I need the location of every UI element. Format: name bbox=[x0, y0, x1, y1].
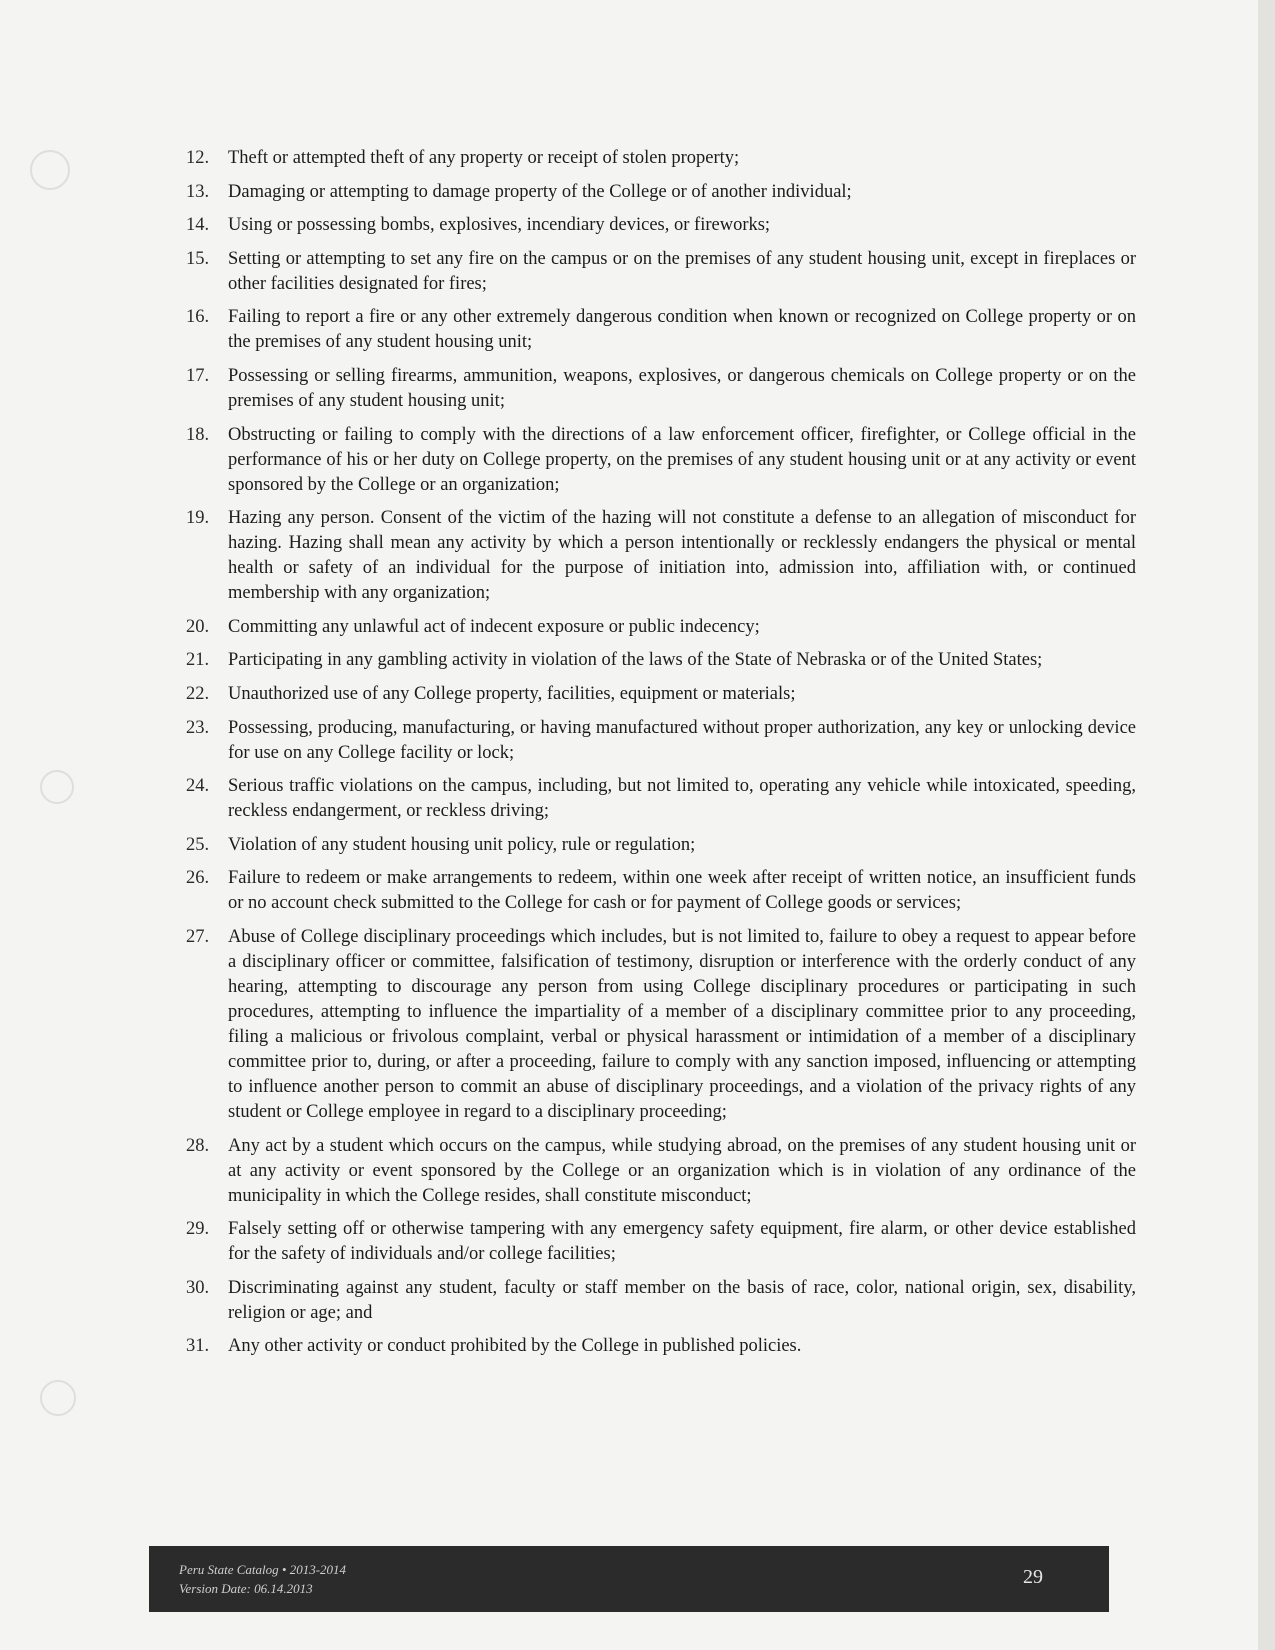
list-item bbox=[186, 247, 1136, 297]
list-item-number: 19. bbox=[186, 508, 210, 529]
misconduct-list bbox=[186, 146, 1136, 1359]
list-item-text: Possessing, producing, manufacturing, or having manufactured without proper authorization, any key or unlocking device for use on any College facility or lock; bbox=[228, 717, 1136, 763]
list-item bbox=[186, 925, 1136, 1125]
list-item-number: 22. bbox=[186, 683, 210, 704]
list-item-number: 27. bbox=[186, 926, 210, 947]
list-item-number: 30. bbox=[186, 1277, 210, 1298]
list-item-number: 23. bbox=[186, 717, 210, 738]
list-item-number: 21. bbox=[186, 650, 210, 671]
list-item-text: Any other activity or conduct prohibited by the College in published policies. bbox=[228, 1336, 802, 1357]
page-edge bbox=[1258, 0, 1275, 1650]
list-item bbox=[186, 833, 1136, 858]
list-item bbox=[186, 1217, 1136, 1267]
binder-hole-mark-bottom bbox=[40, 1380, 76, 1416]
list-item-number: 20. bbox=[186, 616, 210, 637]
list-item-text: Unauthorized use of any College property, facilities, equipment or materials; bbox=[228, 683, 796, 704]
list-item-number: 18. bbox=[186, 424, 210, 445]
list-item-number: 25. bbox=[186, 834, 210, 855]
list-item-number: 26. bbox=[186, 868, 210, 889]
misconduct-list-section bbox=[186, 146, 1136, 1368]
list-item-number: 16. bbox=[186, 307, 210, 328]
footer-catalog-info bbox=[179, 1560, 346, 1598]
page-footer bbox=[149, 1546, 1109, 1612]
list-item bbox=[186, 180, 1136, 205]
page-number: 29 bbox=[1023, 1566, 1043, 1588]
binder-hole-mark-top bbox=[30, 150, 70, 190]
list-item-number: 14. bbox=[186, 215, 210, 236]
list-item bbox=[186, 364, 1136, 414]
list-item-text: Committing any unlawful act of indecent exposure or public indecency; bbox=[228, 616, 760, 637]
list-item bbox=[186, 682, 1136, 707]
list-item-text: Serious traffic violations on the campus, including, but not limited to, operating any vehicle while intoxicated, speeding, reckless endangerment, or reckless driving; bbox=[228, 776, 1136, 822]
list-item-number: 17. bbox=[186, 365, 210, 386]
list-item-number: 12. bbox=[186, 148, 210, 168]
list-item bbox=[186, 146, 1136, 171]
list-item bbox=[186, 1334, 1136, 1359]
list-item bbox=[186, 716, 1136, 766]
binder-hole-mark-middle bbox=[40, 770, 74, 804]
list-item-number: 24. bbox=[186, 776, 210, 797]
list-item-text: Obstructing or failing to comply with the directions of a law enforcement officer, firefighter, or College official in the performance of his or her duty on College property, on the premises of any student housing unit or at any activity or event sponsored by the College or an organization; bbox=[228, 424, 1136, 495]
footer-version-date: Version Date: 06.14.2013 bbox=[179, 1581, 313, 1596]
footer-catalog-title: Peru State Catalog • 2013-2014 bbox=[179, 1562, 347, 1577]
list-item-number: 31. bbox=[186, 1336, 210, 1357]
list-item-text: Falsely setting off or otherwise tampering with any emergency safety equipment, fire alarm, or other device established for the safety of individuals and/or college facilities; bbox=[228, 1219, 1136, 1265]
list-item-text: Discriminating against any student, faculty or staff member on the basis of race, color, national origin, sex, disability, religion or age; and bbox=[228, 1277, 1136, 1323]
list-item bbox=[186, 506, 1136, 606]
list-item bbox=[186, 615, 1136, 640]
list-item-text: Violation of any student housing unit policy, rule or regulation; bbox=[228, 834, 696, 855]
list-item-text: Theft or attempted theft of any property or receipt of stolen property; bbox=[228, 148, 740, 168]
list-item-number: 28. bbox=[186, 1135, 210, 1156]
list-item-text: Participating in any gambling activity in violation of the laws of the State of Nebraska or of the United States; bbox=[228, 650, 1043, 671]
list-item bbox=[186, 213, 1136, 238]
list-item bbox=[186, 866, 1136, 916]
list-item-text: Using or possessing bombs, explosives, incendiary devices, or fireworks; bbox=[228, 215, 771, 236]
list-item bbox=[186, 423, 1136, 498]
list-item-text: Abuse of College disciplinary proceedings which includes, but is not limited to, failure to obey a request to appear before a disciplinary officer or committee, falsification of testimony, disruption or interference with the orderly conduct of any hearing, attempting to discourage any person from using College disciplinary procedures or participating in such procedures, attempting to influence the impartiality of a member of a disciplinary committee prior to any proceeding, filing a malicious or frivolous complaint, verbal or physical harassment or intimidation of a member of a disciplinary committee prior to, during, or after a proceeding, failure to comply with any sanction imposed, influencing or attempting to influence another person to commit an abuse of disciplinary proceedings, and a violation of the privacy rights of any student or College employee in regard to a disciplinary proceeding; bbox=[228, 926, 1136, 1122]
list-item-text: Setting or attempting to set any fire on the campus or on the premises of any student housing unit, except in fireplaces or other facilities designated for fires; bbox=[228, 248, 1136, 294]
list-item-number: 29. bbox=[186, 1219, 210, 1240]
list-item-text: Any act by a student which occurs on the campus, while studying abroad, on the premises of any student housing unit or at any activity or event sponsored by the College or an organization which is in violation of any ordinance of the municipality in which the College resides, shall constitute misconduct; bbox=[228, 1135, 1136, 1206]
list-item bbox=[186, 1276, 1136, 1326]
list-item bbox=[186, 305, 1136, 355]
list-item-number: 15. bbox=[186, 248, 210, 269]
list-item bbox=[186, 648, 1136, 673]
list-item-text: Failure to redeem or make arrangements to redeem, within one week after receipt of written notice, an insufficient funds or no account check submitted to the College for cash or for payment of College goods or services; bbox=[228, 868, 1136, 914]
list-item-text: Possessing or selling firearms, ammunition, weapons, explosives, or dangerous chemicals on College property or on the premises of any student housing unit; bbox=[228, 365, 1136, 411]
list-item-text: Failing to report a fire or any other extremely dangerous condition when known or recognized on College property or on the premises of any student housing unit; bbox=[228, 307, 1136, 353]
list-item bbox=[186, 1134, 1136, 1209]
list-item bbox=[186, 774, 1136, 824]
list-item-number: 13. bbox=[186, 181, 210, 202]
list-item-text: Hazing any person. Consent of the victim of the hazing will not constitute a defense to an allegation of misconduct for hazing. Hazing shall mean any activity by which a person intentionally or recklessly endangers the physical or mental health or safety of an individual for the purpose of initiation into, admission into, affiliation with, or continued membership with any organization; bbox=[228, 508, 1136, 604]
list-item-text: Damaging or attempting to damage property of the College or of another individual; bbox=[228, 181, 852, 202]
